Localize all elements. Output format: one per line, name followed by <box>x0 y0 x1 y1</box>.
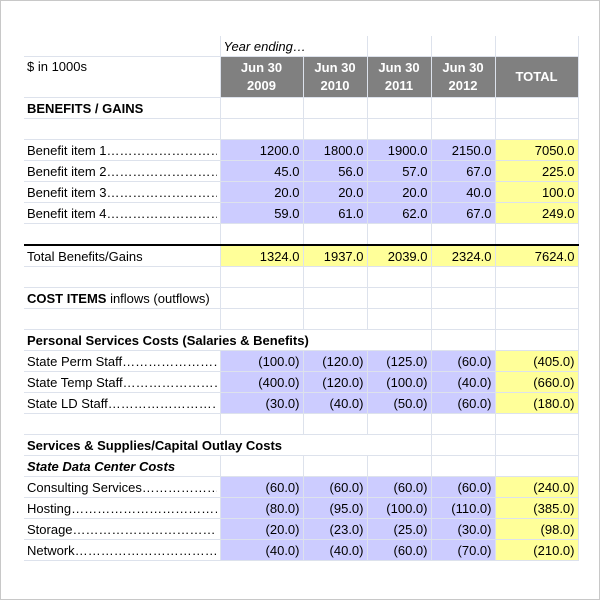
table-row <box>24 203 578 224</box>
spacer-row <box>24 309 578 330</box>
cell-value[interactable]: (95.0) <box>303 498 367 519</box>
cell-total[interactable]: (405.0) <box>495 351 578 372</box>
cell-value[interactable]: (30.0) <box>220 393 303 414</box>
col-header-2012[interactable]: Jun 30 2012 <box>431 57 495 98</box>
cell-total[interactable]: (660.0) <box>495 372 578 393</box>
cell-value[interactable]: (120.0) <box>303 372 367 393</box>
cell-value[interactable]: (110.0) <box>431 498 495 519</box>
row-label[interactable]: Benefit item 3 …………………………………………………………………… <box>24 182 220 203</box>
cell-value[interactable]: (70.0) <box>431 540 495 561</box>
cell-value[interactable]: (60.0) <box>220 477 303 498</box>
cell-value[interactable]: (20.0) <box>220 519 303 540</box>
spacer-row <box>24 224 578 246</box>
col-header-2009[interactable]: Jun 30 2009 <box>220 57 303 98</box>
column-header-row <box>24 57 578 98</box>
spreadsheet <box>24 36 578 561</box>
table-row <box>24 351 578 372</box>
cell-value[interactable]: 20.0 <box>303 182 367 203</box>
table-row <box>24 477 578 498</box>
cell-total[interactable]: 7050.0 <box>495 140 578 161</box>
cell-value[interactable]: (120.0) <box>303 351 367 372</box>
cell-value[interactable]: 61.0 <box>303 203 367 224</box>
table-row <box>24 519 578 540</box>
cell-value[interactable]: (25.0) <box>367 519 431 540</box>
spacer-row <box>24 119 578 140</box>
cell-total[interactable]: (180.0) <box>495 393 578 414</box>
services-title-row <box>24 435 578 456</box>
row-label[interactable]: Storage …………………………………………………………………… <box>24 519 220 540</box>
data-center-title-row <box>24 456 578 477</box>
services-supplies-title: Services & Supplies/Capital Outlay Costs <box>24 435 431 456</box>
units-label: $ in 1000s <box>24 57 220 98</box>
cell-value[interactable]: (60.0) <box>367 540 431 561</box>
cost-items-title: COST ITEMS inflows (outflows) <box>24 288 220 309</box>
cell-value[interactable]: (60.0) <box>431 351 495 372</box>
cell-value[interactable]: (100.0) <box>367 372 431 393</box>
cell-value[interactable]: (40.0) <box>303 393 367 414</box>
cell-value[interactable]: (125.0) <box>367 351 431 372</box>
year-ending-row <box>24 36 578 57</box>
cell-value[interactable]: 1800.0 <box>303 140 367 161</box>
col-header-2011[interactable]: Jun 30 2011 <box>367 57 431 98</box>
cell-value[interactable]: 67.0 <box>431 203 495 224</box>
cell-total[interactable]: 100.0 <box>495 182 578 203</box>
cell-total[interactable]: (385.0) <box>495 498 578 519</box>
cell-value[interactable]: (40.0) <box>431 372 495 393</box>
benefits-title: BENEFITS / GAINS <box>24 98 220 119</box>
benefits-title-row <box>24 98 578 119</box>
cell-value[interactable]: (100.0) <box>367 498 431 519</box>
cell-total[interactable]: 1324.0 <box>220 245 303 267</box>
cell-value[interactable]: 2150.0 <box>431 140 495 161</box>
cell-value[interactable]: 57.0 <box>367 161 431 182</box>
cell-value[interactable]: 1200.0 <box>220 140 303 161</box>
cell-value[interactable]: (50.0) <box>367 393 431 414</box>
cell-value[interactable]: (60.0) <box>367 477 431 498</box>
table-row <box>24 372 578 393</box>
cell-value[interactable]: (80.0) <box>220 498 303 519</box>
cell-value[interactable]: (60.0) <box>303 477 367 498</box>
cell-total[interactable]: 1937.0 <box>303 245 367 267</box>
row-label[interactable]: Benefit item 4 …………………………………………………………………… <box>24 203 220 224</box>
cell-total[interactable]: 225.0 <box>495 161 578 182</box>
row-label[interactable]: Benefit item 1 …………………………………………………………………… <box>24 140 220 161</box>
cell-value[interactable]: 20.0 <box>220 182 303 203</box>
row-label[interactable]: State Temp Staff …………………………………………………………………… <box>24 372 220 393</box>
cell-total[interactable]: (240.0) <box>495 477 578 498</box>
table-row <box>24 498 578 519</box>
cell-total[interactable]: 2324.0 <box>431 245 495 267</box>
cell-value[interactable]: 56.0 <box>303 161 367 182</box>
row-label[interactable]: Consulting Services …………………………………………………………………… <box>24 477 220 498</box>
spacer-row <box>24 414 578 435</box>
cell-value[interactable]: (60.0) <box>431 477 495 498</box>
cell-value[interactable]: 45.0 <box>220 161 303 182</box>
table-row <box>24 182 578 203</box>
cell-total[interactable]: (98.0) <box>495 519 578 540</box>
cell-total[interactable]: 249.0 <box>495 203 578 224</box>
cell-value[interactable]: 67.0 <box>431 161 495 182</box>
cell-value[interactable]: (60.0) <box>431 393 495 414</box>
cost-items-title-row <box>24 288 578 309</box>
personal-services-title: Personal Services Costs (Salaries & Benefits) <box>24 330 431 351</box>
table-row <box>24 161 578 182</box>
cell-value[interactable]: (30.0) <box>431 519 495 540</box>
cell-value[interactable]: 40.0 <box>431 182 495 203</box>
cell-value[interactable]: (100.0) <box>220 351 303 372</box>
cell-value[interactable]: (400.0) <box>220 372 303 393</box>
cell-value[interactable]: 62.0 <box>367 203 431 224</box>
cell-value[interactable]: 1900.0 <box>367 140 431 161</box>
personal-services-title-row <box>24 330 578 351</box>
row-label[interactable]: State LD Staff …………………………………………………………………… <box>24 393 220 414</box>
cell-value[interactable]: 20.0 <box>367 182 431 203</box>
cell-total[interactable]: (210.0) <box>495 540 578 561</box>
cell-value[interactable]: (40.0) <box>303 540 367 561</box>
total-benefits-label[interactable]: Total Benefits/Gains <box>24 245 220 267</box>
cell-value[interactable]: 59.0 <box>220 203 303 224</box>
year-ending-label: Year ending… <box>220 36 367 57</box>
cell-total[interactable]: 2039.0 <box>367 245 431 267</box>
total-benefits-row <box>24 245 578 267</box>
row-label[interactable]: Hosting …………………………………………………………………… <box>24 498 220 519</box>
spacer-row <box>24 267 578 288</box>
row-label[interactable]: Benefit item 2 …………………………………………………………………… <box>24 161 220 182</box>
cell-value[interactable]: (23.0) <box>303 519 367 540</box>
table-row <box>24 393 578 414</box>
table-row <box>24 140 578 161</box>
row-label[interactable]: State Perm Staff …………………………………………………………………… <box>24 351 220 372</box>
table-row <box>24 540 578 561</box>
col-header-total[interactable]: TOTAL <box>495 57 578 98</box>
cell-grand-total[interactable]: 7624.0 <box>495 245 578 267</box>
col-header-2010[interactable]: Jun 30 2010 <box>303 57 367 98</box>
row-label[interactable]: Network …………………………………………………………………… <box>24 540 220 561</box>
cost-benefit-table <box>24 36 579 561</box>
cell-value[interactable]: (40.0) <box>220 540 303 561</box>
data-center-subtitle: State Data Center Costs <box>24 456 220 477</box>
